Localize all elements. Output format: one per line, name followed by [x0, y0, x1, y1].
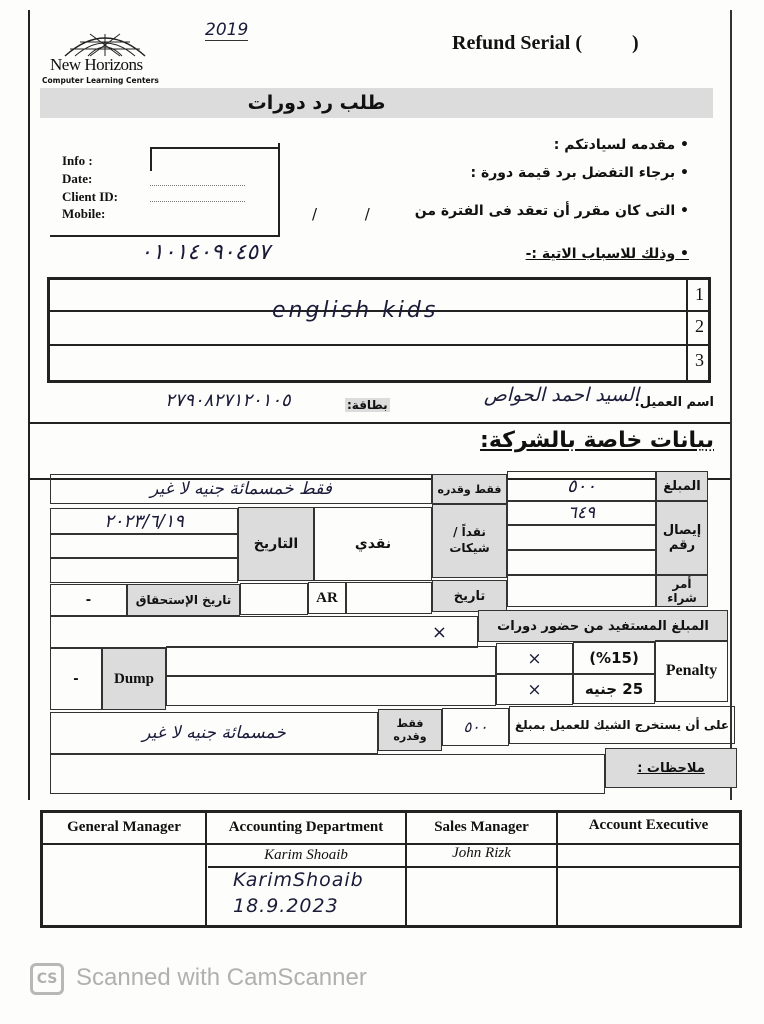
- amount-words-value: فقط خمسمائة جنيه لا غير: [50, 474, 432, 504]
- attended-label: المبلغ المستفيد من حضور دورات: [478, 610, 728, 642]
- payment-type-value: نقدي: [314, 507, 432, 581]
- signatures-table: [40, 810, 742, 928]
- payment-type-label: نقداً / شيكات: [432, 504, 507, 578]
- po-date-value: [346, 582, 432, 614]
- po-date-label: تاريخ: [432, 580, 507, 612]
- amount-words-label: فقط وقدره: [432, 474, 507, 504]
- amount-label: المبلغ: [656, 471, 708, 501]
- notes-label: ملاحظات :: [605, 748, 737, 788]
- accounting-signature: KarimShoaib: [233, 869, 364, 891]
- camscanner-logo-icon: CS: [30, 963, 64, 995]
- intro-line1: • مقدمه لسيادتكم :: [553, 137, 689, 153]
- page-left-border: [28, 10, 30, 800]
- reason-num-1: 1: [695, 284, 704, 304]
- gm-label: General Manager: [67, 819, 181, 835]
- refund-serial: Refund Serial ( ): [452, 32, 639, 54]
- intro-line3: • التى كان مقرر أن تعقد فى الفترة من: [414, 203, 689, 219]
- client-info-box: [50, 143, 280, 237]
- info-label: Info :: [62, 153, 93, 168]
- form-title-bar: [40, 88, 713, 118]
- reason-num-3: 3: [695, 350, 704, 370]
- po-label: أمر شراء: [656, 575, 708, 607]
- customer-name-label: اسم العميل:: [634, 395, 714, 410]
- globe-logo-icon: [60, 28, 150, 58]
- period-slashes: / /: [312, 205, 370, 223]
- check-words-label: فقط وقدره: [378, 709, 442, 751]
- reasons-table: [47, 277, 711, 383]
- year-handwritten: 2019: [205, 20, 249, 40]
- penalty-mark-2: ×: [496, 674, 573, 705]
- mobile-label: Mobile:: [62, 206, 106, 221]
- receipt-label: إيصال رقم: [656, 501, 708, 575]
- attended-value: ×: [50, 616, 478, 648]
- due-date-value: -: [50, 584, 127, 616]
- company-section-title: بيانات خاصة بالشركة:: [480, 428, 714, 453]
- date-field-value: ٢٠٢٣/٦/١٩: [50, 508, 238, 534]
- check-words-value: خمسمائة جنيه لا غير: [50, 712, 378, 754]
- sales-manager-label: Sales Manager: [434, 819, 529, 835]
- penalty-label: Penalty: [655, 640, 728, 702]
- customer-name-handwritten: السيد احمد الحواص: [483, 384, 639, 406]
- phone-handwritten: ٠١٠١٤٠٩٠٤٥٧: [140, 240, 270, 265]
- reason-1-handwritten: english kids: [272, 298, 439, 323]
- intro-line2: • برجاء التفضل برد قيمة دورة :: [470, 165, 689, 181]
- check-label: على أن يستخرج الشيك للعميل بمبلغ: [509, 706, 735, 744]
- date-field-label: التاريخ: [238, 507, 314, 581]
- dump-value: -: [50, 648, 102, 710]
- reason-num-2: 2: [695, 316, 704, 336]
- sales-manager-name: John Rizk: [452, 845, 511, 861]
- notes-value: [50, 754, 605, 794]
- penalty-percent: (%15): [573, 642, 655, 674]
- client-id-label: Client ID:: [62, 189, 118, 204]
- accounting-name: Karim Shoaib: [264, 847, 348, 863]
- amount-value: ٥٠٠: [507, 471, 656, 501]
- check-value: ٥٠٠: [442, 708, 509, 746]
- ar-value: [240, 583, 308, 615]
- account-executive-label: Account Executive: [588, 817, 709, 833]
- po-value: [507, 575, 656, 607]
- accounting-label: Accounting Department: [228, 819, 384, 835]
- dump-label: Dump: [102, 648, 166, 710]
- logo-name: New Horizons: [50, 55, 143, 74]
- intro-line4: • وذلك للاسباب الاتية :-: [525, 246, 689, 262]
- accounting-sign-date: 18.9.2023: [233, 895, 339, 917]
- ar-label: AR: [308, 582, 346, 614]
- date-label: Date:: [62, 171, 93, 186]
- receipt-value: ٦٤٩: [507, 501, 656, 525]
- logo-tagline: Computer Learning Centers: [42, 76, 159, 85]
- penalty-fixed: 25 جنيه: [573, 674, 655, 704]
- form-title: طلب رد دورات: [247, 92, 386, 114]
- page-right-border: [730, 10, 732, 800]
- card-label: بطاقة:: [347, 398, 388, 412]
- due-date-label: تاريخ الإستحقاق: [127, 584, 240, 616]
- penalty-mark-1: ×: [496, 643, 573, 674]
- card-number-handwritten: ٢٧٩٠٨٢٧١٢٠١٠٥: [165, 390, 291, 411]
- camscanner-watermark: Scanned with CamScanner: [76, 964, 367, 991]
